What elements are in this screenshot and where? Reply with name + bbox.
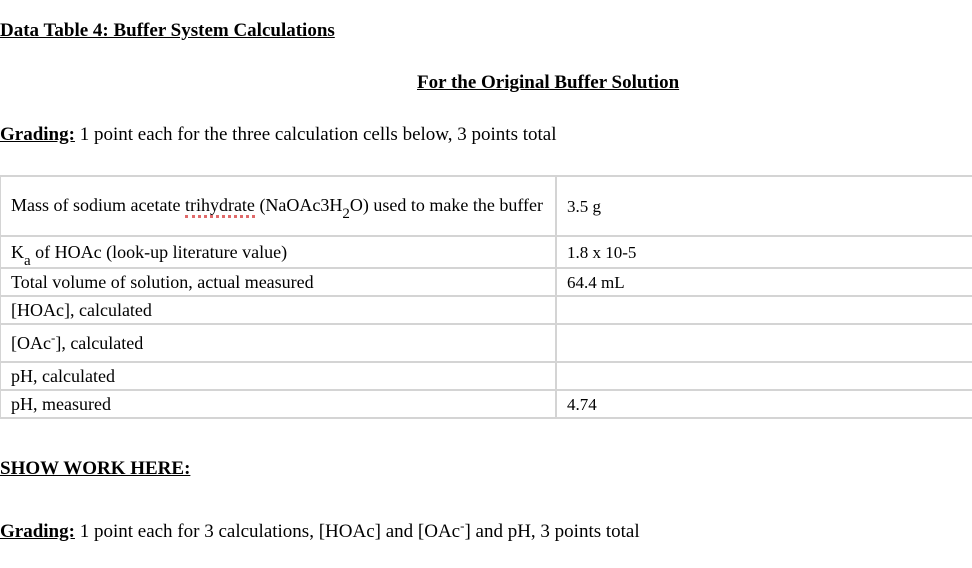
buffer-calculations-table xyxy=(0,175,972,419)
row-label-ph-measured: pH, measured xyxy=(1,390,557,418)
table-subtitle: For the Original Buffer Solution xyxy=(417,72,680,93)
row-label-ka: $K_a$ of HOAc (look-up literature value) xyxy=(1,236,557,268)
row-label-volume: Total volume of solution, actual measured xyxy=(1,268,557,296)
table-row xyxy=(1,362,972,390)
table-title: Data Table 4: Buffer System Calculations xyxy=(0,20,335,41)
row-label-mass: Mass of sodium acetate trihydrate $(NaOAc3H_2O)$ used to make the buffer xyxy=(1,176,557,236)
spellcheck-underline: trihydrate xyxy=(185,195,255,218)
row-value-mass[interactable]: 3.5 g xyxy=(556,176,972,236)
show-work-heading: SHOW WORK HERE: xyxy=(0,458,191,479)
table-row xyxy=(1,176,972,236)
table-row xyxy=(1,296,972,324)
row-label-hoac: [HOAc], calculated xyxy=(1,296,557,324)
grading-note-bottom: Grading: 1 point each for 3 calculations, [HOAc] and [OAc-] and pH, 3 points total xyxy=(0,518,640,542)
row-value-ka[interactable]: 1.8 x 10-5 xyxy=(556,236,972,268)
table-row xyxy=(1,236,972,268)
row-value-ph-measured[interactable]: 4.74 xyxy=(556,390,972,418)
table-row xyxy=(1,268,972,296)
row-value-ph-calculated[interactable] xyxy=(556,362,972,390)
grading-text: 1 point each for the three calculation cells below, 3 points total xyxy=(74,124,557,145)
grading-label: Grading: xyxy=(0,521,75,542)
row-label-ph-calculated: pH, calculated xyxy=(1,362,557,390)
grading-label: Grading: xyxy=(0,124,75,145)
row-value-hoac[interactable] xyxy=(556,296,972,324)
row-value-oac[interactable] xyxy=(556,324,972,362)
grading-note-top xyxy=(0,124,556,146)
row-label-oac: [OAc-], calculated xyxy=(1,324,557,362)
row-value-volume[interactable]: 64.4 mL xyxy=(556,268,972,296)
table-row xyxy=(1,390,972,418)
table-row xyxy=(1,324,972,362)
